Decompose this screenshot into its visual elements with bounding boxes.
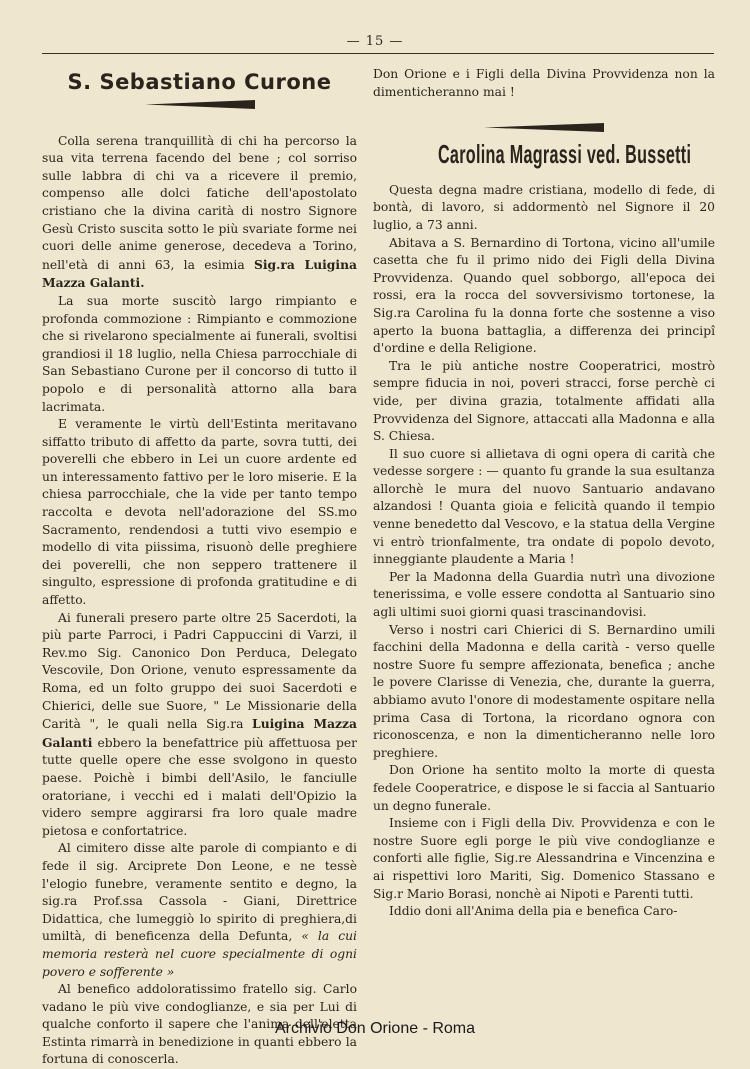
- article-title-sebastiano: S. Sebastiano Curone: [67, 70, 332, 94]
- paragraph: [42, 610, 357, 841]
- article-title-magrassi: Carolina Magrassi ved. Bussetti: [437, 139, 692, 170]
- text-run: Al cimitero disse alte parole di compianto e di fede il sig. Arciprete Don Leone, e ne tessè l'elogio funebre, veramente sentito e degno, la sig.ra Prof.ssa Cassola - Giani, Direttrice Didattica, che lumeggiò lo spirito di preghiera,di umiltà, di beneficenza della Defunta,: [42, 841, 357, 944]
- continuation-text: Don Orione e i Figli della Divina Provvidenza non la dimenticheranno mai !: [373, 67, 715, 99]
- paragraph: Tra le più antiche nostre Cooperatrici, mostrò sempre fiducia in noi, poveri stracci, forse perchè ci vide, per divina grazia, totalmente affidati alla Provvidenza del Signore, attaccati alla Madonna e alla S. Chiesa.: [373, 358, 715, 444]
- paragraph: Questa degna madre cristiana, modello di fede, di bontà, di lavoro, si addormentò nel Signore il 20 luglio, a 73 anni.: [373, 182, 715, 232]
- page-number: — 15 —: [346, 34, 404, 49]
- right-column: [373, 66, 715, 921]
- bold-name: Sig.ra Luigina Mazza Galanti.: [42, 256, 357, 291]
- header-rule: [42, 53, 714, 54]
- paragraph: [42, 293, 357, 416]
- paragraph: [42, 416, 357, 610]
- right-article-body: [373, 182, 715, 921]
- italic-quote: « la cui memoria resterà nel cuore specialmente di ogni povero e sofferente »: [42, 929, 357, 979]
- archive-footer: Archivio Don Orione - Roma: [274, 1020, 476, 1037]
- paragraph: Insieme con i Figli della Div. Provvidenza e con le nostre Suore egli porge le più vive condoglianze e conforti alle figlie, Sig.re Alessandrina e Vincenzina e ai rispettivi loro Mariti, Sig. Domenico Stassano e Sig.r Mario Borasi, nonchè ai Nipoti e Parenti tutti.: [373, 816, 715, 901]
- paragraph: Verso i nostri cari Chierici di S. Bernardino umili facchini della Madonna e della carità - verso quelle nostre Suore fu sempre affezionata, benefica ; anche le povere Clarisse di Venezia, che, durante la guerra, abbiamo avuto l'onore di modestamente ospitare nella prima Casa di Tortona, la ricordano ognora con riconoscenza, e non la dimenticheranno nelle loro preghiere.: [373, 622, 715, 760]
- paragraph: Il suo cuore si allietava di ogni opera di carità che vedesse sorgere : — quanto fu grande la sua esultanza allorchè le mura del nuovo Santuario andavano alzandosi ! Quanta gioia e felicità quando il tempio venne benedetto dal Vescovo, e la statua della Vergine vi entrò trionfalmente, tra ondate di popolo devoto, inneggiante plaudente a Maria !: [373, 446, 715, 567]
- text-run: Colla serena tranquillità di chi ha percorso la sua vita terrena facendo del bene ; col sorriso sulle labbra di chi va a ricevere il premio, compenso alle dolci fatiche dell'apostolato cristiano che la divina carità di nostro Signore Gesù Cristo suscita sotto le più svariate forme nei cuori delle anime generose, decedeva a Torino, nell'età di anni 63, la esimia: [42, 133, 357, 272]
- paragraph: Per la Madonna della Guardia nutrì una divozione tenerissima, e volle essere condotta al Santuario sino agli ultimi suoi giorni quasi trascinandovisi.: [373, 569, 715, 620]
- paragraph: [42, 133, 357, 293]
- bold-name: Luigina Mazza Galanti: [42, 716, 357, 750]
- text-run: La sua morte suscitò largo rimpianto e profonda commozione : Rimpianto e commozione che si rivelarono specialmente ai funerali, svoltisi grandiosi il 18 luglio, nella Chiesa parrocchiale di San Sebastiano Curone per il concorso di tutto il popolo e di personalità attorno alla bara lacrimata.: [42, 293, 357, 414]
- left-article-body: [42, 133, 357, 1069]
- text-run: E veramente le virtù dell'Estinta meritavano siffatto tributo di affetto da parte, sovra tutti, dei poverelli che ebbero in Lei un cuore ardente ed un interessamento fattivo per le loro miserie. E la chiesa parrocchiale, che la vide per tanto tempo raccolta e devota nell'adorazione del SS.mo Sacramento, rendendosi a tutti vivo esempio e modello di vita piissima, risuonò delle preghiere dei poverelli, che non seppero trattenere il singulto, espressione di profonda gratitudine e di affetto.: [42, 417, 357, 608]
- title-ornament-right: [484, 123, 604, 132]
- text-run: Ai funerali presero parte oltre 25 Sacerdoti, la più parte Parroci, i Padri Cappuccini di Varzi, il Rev.mo Sig. Canonico Don Perduca, Delegato Vescovile, Don Orione, venuto espressamente da Roma, ed un folto gruppo dei suoi Sacerdoti e Chierici, delle sue Suore, " Le Missionarie della Carità ", le quali nella Sig.ra: [42, 610, 357, 732]
- left-column: [42, 66, 357, 1069]
- paragraph: Iddio doni all'Anima della pia e benefica Caro-: [388, 904, 678, 919]
- text-run: ebbero la benefattrice più affettuosa per tutte quelle opere che esse svolgono in questo paese. Poichè i bimbi dell'Asilo, le fanciulle oratoriane, i vecchi ed i malati dell'Opizio la videro sempre aggirarsi fra loro quale madre pietosa e confortatrice.: [42, 735, 357, 838]
- text-run: Al benefico addoloratissimo fratello sig. Carlo vadano le più vive condoglianze, e sia per Lui di qualche conforto il sapere che l'anima dell'eletta Estinta rimarrà in benedizione in quanti ebbero la fortuna di conoscerla.: [42, 982, 357, 1067]
- paragraph: [42, 840, 357, 981]
- paragraph: Don Orione ha sentito molto la morte di questa fedele Cooperatrice, e dispose le si faccia al Santuario un degno funerale.: [373, 763, 715, 813]
- paragraph: Abitava a S. Bernardino di Tortona, vicino all'umile casetta che fu il primo nido dei Figli della Divina Provvidenza. Quando quel sobborgo, all'epoca dei rossi, era la rocca del sovversivismo tortonese, la Sig.ra Carolina fu la donna forte che sostenne a viso aperto la buona battaglia, a differenza dei principî d'ordine e della Religione.: [373, 235, 715, 356]
- title-ornament-left: [145, 100, 255, 109]
